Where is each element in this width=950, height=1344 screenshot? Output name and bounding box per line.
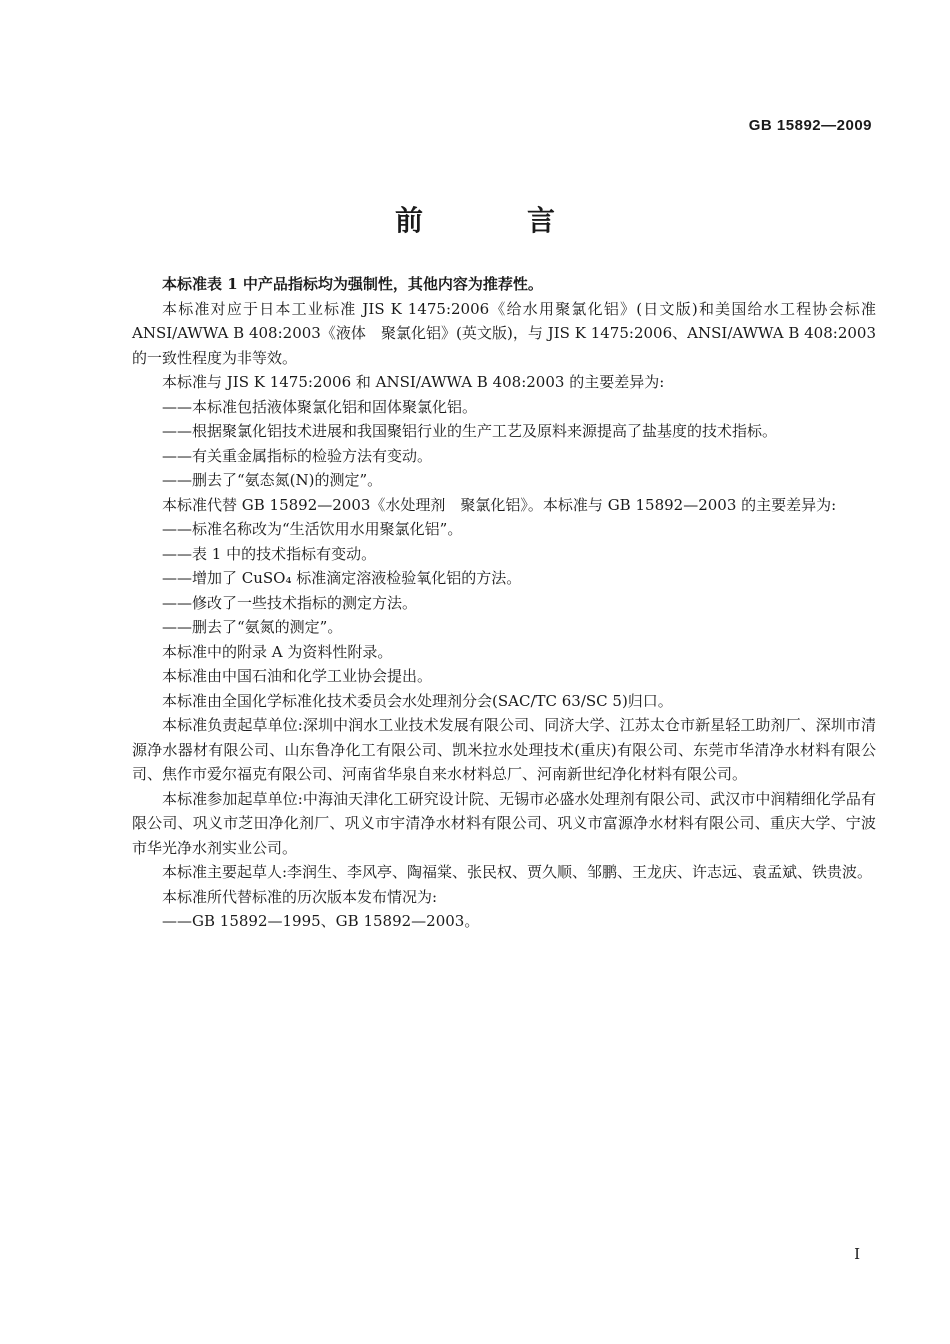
- page-title: 前 言: [394, 204, 593, 237]
- list-item: ——根据聚氯化铝技术进展和我国聚铝行业的生产工艺及原料来源提高了盐基度的技术指标。: [162, 422, 778, 440]
- paragraph-mandatory-note: 本标准表 1 中产品指标均为强制性，其他内容为推荐性。: [162, 275, 543, 293]
- list-item: ——增加了 CuSO₄ 标准滴定溶液检验氧化铝的方法。: [162, 569, 522, 587]
- paragraph: 本标准负责起草单位:深圳中润水工业技术发展有限公司、同济大学、江苏太仓市新星轻工助剂厂、深圳市清源净水器材有限公司、山东鲁净化工有限公司、凯米拉水处理技术(重庆)有限公司、东莞市华清净水材料有限公司、焦作市爱尔福克有限公司、河南省华泉自来水材料总厂、河南新世纪净化材料有限公司。: [132, 716, 876, 783]
- list-item: ——GB 15892—1995、GB 15892—2003。: [162, 912, 480, 930]
- paragraph: 本标准中的附录 A 为资料性附录。: [162, 642, 393, 661]
- paragraph: 本标准与 JIS K 1475:2006 和 ANSI/AWWA B 408:2003 的主要差异为:: [162, 373, 665, 391]
- list-item: ——标准名称改为“生活饮用水用聚氯化铝”。: [162, 520, 463, 538]
- list-item: ——表 1 中的技术指标有变动。: [162, 544, 377, 563]
- paragraph: 本标准由中国石油和化学工业协会提出。: [162, 667, 433, 685]
- list-item: ——修改了一些技术指标的测定方法。: [162, 593, 418, 612]
- paragraph: 本标准由全国化学标准化技术委员会水处理剂分会(SAC/TC 63/SC 5)归口。: [162, 691, 673, 710]
- standard-number: GB 15892—2009: [748, 117, 872, 134]
- paragraph: 本标准参加起草单位:中海油天津化工研究设计院、无锡市必盛水处理剂有限公司、武汉市中润精细化学品有限公司、巩义市芝田净化剂厂、巩义市宇清净水材料有限公司、巩义市富源净水材料有限公司、重庆大学、宁波市华光净水剂实业公司。: [132, 789, 876, 857]
- paragraph: 本标准代替 GB 15892—2003《水处理剂 聚氯化铝》。本标准与 GB 15892—2003 的主要差异为:: [162, 495, 837, 514]
- paragraph: 本标准主要起草人:李润生、李风亭、陶福棠、张民权、贾久顺、邹鹏、王龙庆、许志远、袁孟斌、铁贵波。: [162, 863, 873, 881]
- list-item: ——删去了“氨氮的测定”。: [162, 618, 343, 636]
- paragraph: 本标准所代替标准的历次版本发布情况为:: [162, 887, 438, 906]
- foreword-body: [132, 272, 876, 934]
- list-item: ——删去了“氨态氮(N)的测定”。: [162, 471, 383, 489]
- list-item: ——本标准包括液体聚氯化铝和固体聚氯化铝。: [162, 397, 478, 416]
- page-number: I: [854, 1245, 860, 1263]
- list-item: ——有关重金属指标的检验方法有变动。: [162, 446, 433, 465]
- paragraph: 本标准对应于日本工业标准 JIS K 1475:2006《给水用聚氯化铝》(日文版)和美国给水工程协会标准 ANSI/AWWA B 408:2003《液体 聚氯化铝》(英文版)，与 JIS K 1475:2006、ANSI/AWWA B 408:2003 的一致性程度为非等效。: [132, 299, 876, 367]
